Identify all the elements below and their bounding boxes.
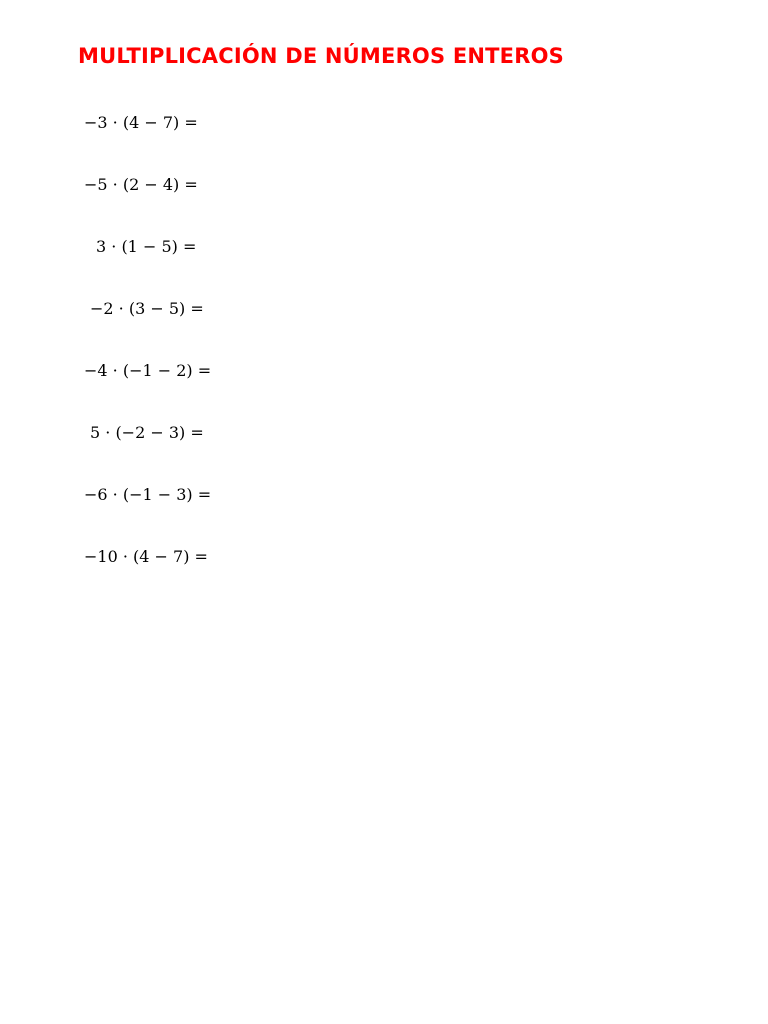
exercise-4: −2 · (3 − 5) =: [90, 299, 204, 318]
exercise-1: −3 · (4 − 7) =: [84, 113, 198, 132]
exercise-5: −4 · (−1 − 2) =: [84, 361, 212, 380]
exercise-7: −6 · (−1 − 3) =: [84, 485, 212, 504]
exercise-2: −5 · (2 − 4) =: [84, 175, 198, 194]
worksheet-title: MULTIPLICACIÓN DE NÚMEROS ENTEROS: [78, 44, 564, 68]
exercise-6: 5 · (−2 − 3) =: [90, 423, 204, 442]
exercise-8: −10 · (4 − 7) =: [84, 547, 208, 566]
exercise-3: 3 · (1 − 5) =: [96, 237, 197, 256]
